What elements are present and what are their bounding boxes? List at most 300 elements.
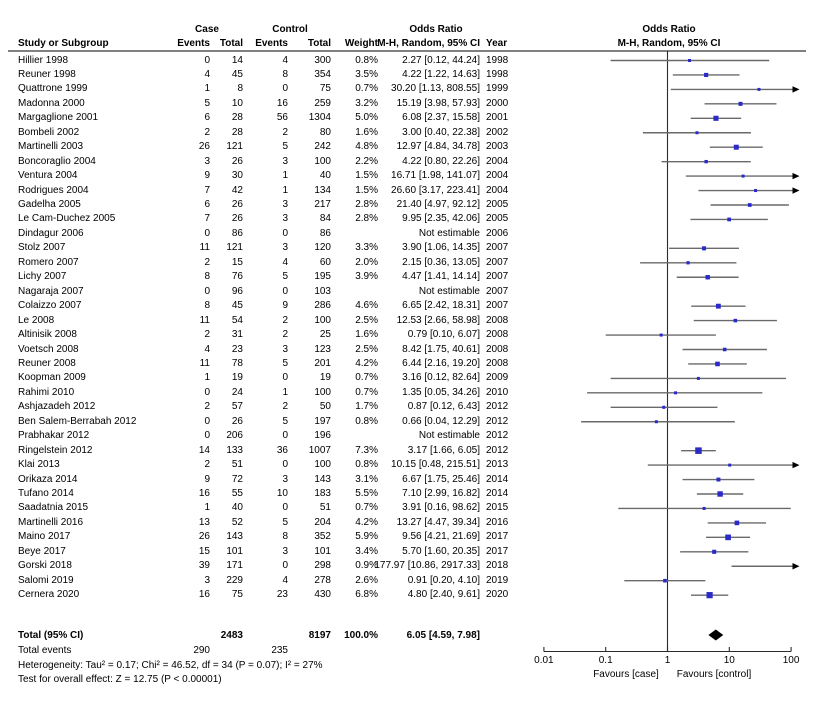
weight-cell: 2.6% (355, 574, 378, 586)
year-cell: 2007 (486, 300, 509, 312)
year-cell: 2012 (486, 430, 509, 442)
weight-cell: 2.0% (355, 256, 378, 268)
weight-cell: 3.4% (355, 545, 378, 557)
case-events-cell: 1 (204, 502, 210, 514)
case-events-cell: 1 (204, 83, 210, 95)
or-ci-plot-header: M-H, Random, 95% CI (617, 38, 721, 49)
weight-cell: 5.9% (355, 531, 378, 543)
control-events-cell: 5 (282, 516, 288, 528)
x-axis-tick-label: 0.01 (534, 655, 554, 666)
control-events-cell: 3 (282, 242, 288, 254)
name-cell: Reuner 1998 (18, 68, 76, 80)
or-ci-cell: 1.35 [0.05, 34.26] (402, 386, 480, 398)
heterogeneity-text: Heterogeneity: Tau² = 0.17; Chi² = 46.52, df = 34 (P = 0.07); I² = 27% (18, 660, 323, 671)
or-ci-cell: 10.15 [0.48, 215.51] (391, 459, 480, 471)
case-events-cell: 0 (204, 386, 210, 398)
case-total-cell: 52 (231, 516, 243, 528)
or-ci-cell: 7.10 [2.99, 16.82] (402, 488, 480, 499)
control-total-cell: 354 (314, 68, 331, 80)
name-cell: Hillier 1998 (18, 54, 69, 66)
control-events-cell: 10 (276, 488, 288, 499)
name-cell: Ben Salem-Berrabah 2012 (18, 415, 137, 427)
control-total-cell: 352 (314, 531, 331, 543)
year-cell: 2008 (486, 314, 509, 326)
control-total-cell: 103 (314, 285, 331, 297)
control-events-cell: 4 (282, 574, 288, 586)
year-cell: 2004 (486, 155, 509, 167)
control-events-cell: 0 (282, 459, 288, 471)
year-cell: 2014 (486, 488, 509, 499)
case-events-cell: 3 (204, 155, 210, 167)
control-events-cell: 9 (282, 300, 288, 312)
control-total-cell: 134 (314, 184, 331, 196)
weight-cell: 2.8% (355, 213, 378, 225)
or-marker (704, 160, 707, 163)
name-cell: Rahimi 2010 (18, 386, 75, 398)
case-events-cell: 0 (204, 227, 210, 239)
control-total-cell: 51 (319, 502, 331, 514)
case-total-cell: 143 (226, 531, 243, 543)
name-cell: Ashjazadeh 2012 (18, 401, 96, 413)
case-events-cell: 8 (204, 300, 210, 312)
or-ci-cell: 2.27 [0.12, 44.24] (402, 54, 480, 66)
case-group-header: Case (195, 24, 219, 35)
total-events-control: 235 (271, 645, 288, 656)
or-ci-cell: 12.53 [2.66, 58.98] (396, 314, 480, 326)
control-events-cell: 36 (276, 444, 288, 456)
case-total-cell: 8 (237, 83, 243, 95)
name-cell: Lichy 2007 (18, 271, 67, 283)
or-ci-cell: 30.20 [1.13, 808.55] (391, 83, 480, 95)
control-total-cell: 259 (314, 97, 331, 109)
or-marker (695, 131, 698, 134)
name-cell: Cernera 2020 (18, 589, 80, 601)
weight-cell: 1.5% (355, 170, 378, 182)
control-total-cell: 1007 (308, 444, 331, 456)
or-marker (723, 348, 727, 352)
control-total-cell: 217 (314, 199, 331, 210)
case-events-cell: 13 (198, 516, 210, 528)
year-cell: 2007 (486, 285, 509, 297)
or-ci-cell: 6.67 [1.75, 25.46] (402, 473, 480, 485)
or-marker (706, 592, 712, 598)
or-ci-cell: 3.17 [1.66, 6.05] (407, 444, 480, 456)
ci-arrow-right (793, 86, 800, 92)
case-total-cell: 26 (231, 415, 243, 427)
name-cell: Orikaza 2014 (18, 473, 78, 485)
year-cell: 2017 (486, 545, 509, 557)
control-events-cell: 0 (282, 227, 288, 239)
favours-control-label: Favours [control] (676, 669, 752, 680)
or-ci-cell: 2.15 [0.36, 13.05] (402, 256, 480, 268)
case-events-cell: 1 (204, 372, 210, 384)
or-ci-cell: Not estimable (418, 285, 480, 297)
or-ci-cell: 4.47 [1.41, 14.14] (402, 271, 480, 283)
total-or-ci: 6.05 [4.59, 7.98] (406, 630, 480, 641)
control-total-cell: 143 (314, 473, 331, 485)
or-marker (734, 145, 739, 150)
year-cell: 2019 (486, 574, 509, 586)
case-total-cell: 75 (231, 589, 243, 601)
case-total-cell: 86 (231, 227, 243, 239)
year-cell: 2014 (486, 473, 509, 485)
weight-cell: 7.3% (355, 444, 378, 456)
or-ci-cell: 8.42 [1.75, 40.61] (402, 343, 480, 355)
weight-cell: 2.8% (355, 199, 378, 210)
case-events-cell: 9 (204, 170, 210, 182)
control-events-cell: 56 (276, 112, 288, 124)
weight-cell: 2.2% (355, 155, 378, 167)
case-events-cell: 14 (198, 444, 210, 456)
year-cell: 2012 (486, 415, 509, 427)
weight-cell: 0.7% (355, 502, 378, 514)
control-total-cell: 300 (314, 54, 331, 66)
control-total-cell: 120 (314, 242, 331, 254)
weight-cell: 3.2% (355, 97, 378, 109)
name-cell: Altinisik 2008 (18, 329, 77, 341)
name-cell: Salomi 2019 (18, 574, 74, 586)
year-cell: 2016 (486, 516, 509, 528)
year-cell: 2005 (486, 199, 509, 210)
case-total-cell: 24 (231, 386, 243, 398)
control-total-cell: 123 (314, 343, 331, 355)
weight-cell: 0.7% (355, 386, 378, 398)
year-cell: 2004 (486, 184, 509, 196)
name-cell: Koopman 2009 (18, 372, 86, 384)
name-cell: Martinelli 2016 (18, 516, 84, 528)
weight-cell: 3.3% (355, 242, 378, 254)
or-ci-cell: 3.16 [0.12, 82.64] (402, 372, 480, 384)
control-events-col-header: Events (255, 38, 288, 49)
control-total-col-header: Total (307, 38, 331, 49)
or-ci-cell: 4.80 [2.40, 9.61] (407, 589, 480, 601)
case-total-cell: 76 (231, 271, 243, 283)
or-ci-cell: 6.08 [2.37, 15.58] (402, 112, 480, 124)
or-ci-cell: 6.44 [2.16, 19.20] (402, 357, 480, 369)
x-axis-tick-label: 1 (664, 655, 671, 666)
or-marker (704, 73, 708, 77)
or-ci-cell: 4.22 [0.80, 22.26] (402, 155, 480, 167)
name-cell: Maino 2017 (18, 531, 71, 543)
name-cell: Ringelstein 2012 (18, 444, 93, 456)
case-events-cell: 11 (199, 357, 210, 369)
case-total-cell: 206 (226, 430, 243, 442)
case-total-cell: 229 (226, 574, 243, 586)
control-events-cell: 1 (282, 386, 288, 398)
name-cell: Dindagur 2006 (18, 227, 84, 239)
case-events-cell: 7 (204, 213, 210, 225)
control-total-cell: 204 (314, 516, 331, 528)
year-cell: 2018 (486, 560, 509, 572)
case-total-cell: 72 (231, 473, 243, 485)
case-total-col-header: Total (219, 38, 243, 49)
or-marker (734, 319, 738, 323)
or-ci-cell: Not estimable (418, 227, 480, 239)
year-cell: 2007 (486, 256, 509, 268)
control-total-cell: 86 (319, 227, 331, 239)
year-cell: 2005 (486, 213, 509, 225)
name-cell: Le Cam-Duchez 2005 (18, 213, 116, 225)
case-events-cell: 16 (198, 488, 210, 499)
case-events-cell: 6 (204, 112, 210, 124)
case-total-cell: 57 (231, 401, 243, 413)
or-marker (688, 59, 691, 62)
case-events-cell: 3 (204, 574, 210, 586)
or-ci-cell: 177.97 [10.86, 2917.33] (374, 560, 480, 572)
year-cell: 2009 (486, 372, 509, 384)
odds-ratio-header-left: Odds Ratio (409, 24, 463, 35)
or-marker (739, 102, 743, 106)
weight-cell: 3.5% (355, 68, 378, 80)
weight-cell: 5.5% (355, 488, 378, 499)
control-total-cell: 60 (319, 256, 331, 268)
or-ci-cell: 3.00 [0.40, 22.38] (402, 126, 480, 138)
control-total-cell: 430 (314, 589, 331, 601)
or-marker (725, 535, 731, 541)
x-axis-tick-label: 10 (723, 655, 735, 666)
or-marker (697, 377, 700, 380)
weight-cell: 0.8% (355, 54, 378, 66)
control-events-cell: 4 (282, 54, 288, 66)
name-cell: Gadelha 2005 (18, 199, 81, 210)
control-total-cell: 286 (314, 300, 331, 312)
weight-cell: 4.2% (355, 516, 378, 528)
overall-effect-text: Test for overall effect: Z = 12.75 (P < 0.00001) (18, 674, 222, 685)
year-cell: 2013 (486, 459, 509, 471)
case-total-cell: 121 (226, 242, 243, 254)
year-cell: 1998 (486, 54, 509, 66)
control-total-cell: 100 (314, 459, 331, 471)
year-cell: 2007 (486, 271, 509, 283)
control-events-cell: 5 (282, 415, 288, 427)
ci-arrow-right (793, 462, 800, 468)
or-ci-cell: 16.71 [1.98, 141.07] (391, 170, 480, 182)
control-events-cell: 5 (282, 141, 288, 153)
name-cell: Voetsch 2008 (18, 343, 79, 355)
name-cell: Tufano 2014 (18, 488, 74, 499)
or-marker (716, 304, 721, 309)
control-total-cell: 101 (314, 545, 331, 557)
control-total-cell: 75 (319, 83, 331, 95)
name-cell: Madonna 2000 (18, 97, 85, 109)
name-cell: Reuner 2008 (18, 357, 76, 369)
or-ci-cell: 9.95 [2.35, 42.06] (402, 213, 480, 225)
case-total-cell: 10 (231, 97, 243, 109)
control-events-cell: 0 (282, 285, 288, 297)
case-total-cell: 42 (231, 184, 243, 196)
or-ci-cell: 0.66 [0.04, 12.29] (402, 415, 480, 427)
control-total-cell: 80 (319, 126, 331, 138)
control-events-cell: 2 (282, 314, 288, 326)
total-diamond (708, 630, 723, 641)
control-total-cell: 50 (319, 401, 331, 413)
or-ci-cell: 0.79 [0.10, 6.07] (407, 329, 480, 341)
year-cell: 2012 (486, 401, 509, 413)
total-weight: 100.0% (344, 630, 378, 641)
control-total-cell: 298 (314, 560, 331, 572)
name-cell: Quattrone 1999 (18, 83, 88, 95)
year-cell: 2010 (486, 386, 509, 398)
case-events-cell: 26 (198, 531, 210, 543)
or-ci-col-header: M-H, Random, 95% CI (377, 38, 480, 49)
case-total-cell: 23 (231, 343, 243, 355)
or-ci-cell: Not estimable (418, 430, 480, 442)
control-total-cell: 100 (314, 155, 331, 167)
total-events-label: Total events (18, 645, 72, 656)
or-marker (695, 447, 702, 454)
or-marker (754, 189, 757, 192)
or-marker (663, 579, 667, 583)
favours-case-label: Favours [case] (593, 669, 659, 680)
control-events-cell: 3 (282, 545, 288, 557)
odds-ratio-header-right: Odds Ratio (642, 24, 696, 35)
or-marker (717, 491, 722, 496)
control-total-cell: 195 (314, 271, 331, 283)
year-cell: 2004 (486, 170, 509, 182)
or-ci-cell: 15.19 [3.98, 57.93] (396, 97, 480, 109)
weight-cell: 0.8% (355, 459, 378, 471)
control-total-cell: 278 (314, 574, 331, 586)
or-marker (727, 218, 731, 222)
control-total-cell: 19 (319, 372, 331, 384)
name-cell: Prabhakar 2012 (18, 430, 90, 442)
control-events-cell: 0 (282, 502, 288, 514)
or-ci-cell: 12.97 [4.84, 34.78] (396, 141, 480, 153)
study-col-header: Study or Subgroup (18, 38, 109, 49)
or-marker (712, 550, 716, 554)
control-events-cell: 2 (282, 329, 288, 341)
or-marker (716, 478, 720, 482)
case-events-cell: 0 (204, 430, 210, 442)
control-total-cell: 25 (319, 329, 331, 341)
control-events-cell: 4 (282, 256, 288, 268)
or-ci-cell: 21.40 [4.97, 92.12] (396, 199, 480, 210)
year-cell: 2020 (486, 589, 509, 601)
year-cell: 2002 (486, 126, 509, 138)
year-cell: 2008 (486, 357, 509, 369)
name-cell: Ventura 2004 (18, 170, 78, 182)
or-ci-cell: 3.90 [1.06, 14.35] (402, 242, 480, 254)
case-total-cell: 14 (231, 54, 243, 66)
weight-cell: 3.1% (355, 473, 378, 485)
case-total-cell: 26 (231, 213, 243, 225)
or-marker (748, 203, 752, 207)
name-cell: Boncoraglio 2004 (18, 155, 96, 167)
control-events-cell: 5 (282, 271, 288, 283)
or-marker (655, 420, 658, 423)
or-ci-cell: 6.65 [2.42, 18.31] (402, 300, 480, 312)
or-marker (705, 275, 709, 279)
control-total-cell: 196 (314, 430, 331, 442)
control-events-cell: 2 (282, 401, 288, 413)
case-total-cell: 96 (231, 285, 243, 297)
name-cell: Romero 2007 (18, 256, 79, 268)
name-cell: Saadatnia 2015 (18, 502, 89, 514)
year-cell: 1999 (486, 83, 509, 95)
case-events-cell: 8 (204, 271, 210, 283)
case-total-cell: 78 (231, 357, 243, 369)
control-events-cell: 3 (282, 155, 288, 167)
control-events-cell: 2 (282, 126, 288, 138)
or-marker (703, 507, 706, 510)
control-events-cell: 5 (282, 357, 288, 369)
case-total-cell: 133 (226, 444, 243, 456)
weight-cell: 1.7% (355, 401, 378, 413)
case-total-cell: 30 (231, 170, 243, 182)
case-total-cell: 51 (231, 459, 243, 471)
or-ci-cell: 5.70 [1.60, 20.35] (402, 545, 480, 557)
case-total-cell: 54 (231, 314, 243, 326)
case-events-cell: 16 (198, 589, 210, 601)
or-marker (662, 406, 665, 409)
ci-arrow-right (793, 563, 800, 569)
year-cell: 2007 (486, 242, 509, 254)
ci-arrow-right (793, 187, 800, 193)
or-ci-cell: 0.91 [0.20, 4.10] (407, 574, 480, 586)
case-events-cell: 2 (204, 126, 210, 138)
weight-cell: 1.6% (355, 126, 378, 138)
name-cell: Bombeli 2002 (18, 126, 80, 138)
case-events-cell: 4 (204, 343, 210, 355)
case-total-cell: 31 (231, 329, 243, 341)
control-total-cell: 183 (314, 488, 331, 499)
control-events-cell: 3 (282, 199, 288, 210)
case-events-cell: 0 (204, 415, 210, 427)
year-cell: 1998 (486, 68, 509, 80)
control-events-cell: 16 (276, 97, 288, 109)
case-total-cell: 171 (226, 560, 243, 572)
or-marker (686, 261, 689, 264)
or-marker (702, 246, 706, 250)
total-row-label: Total (95% CI) (18, 630, 84, 641)
or-marker (742, 175, 745, 178)
weight-cell: 1.5% (355, 184, 378, 196)
name-cell: Rodrigues 2004 (18, 184, 89, 196)
name-cell: Colaizzo 2007 (18, 300, 82, 312)
total-control-total: 8197 (308, 630, 331, 641)
control-events-cell: 3 (282, 213, 288, 225)
case-events-cell: 11 (199, 314, 210, 326)
or-ci-cell: 0.87 [0.12, 6.43] (407, 401, 480, 413)
x-axis-tick-label: 100 (782, 655, 800, 666)
case-events-cell: 9 (204, 473, 210, 485)
year-cell: 2006 (486, 227, 509, 239)
case-events-cell: 15 (198, 545, 210, 557)
control-events-cell: 23 (276, 589, 288, 601)
control-events-cell: 1 (282, 170, 288, 182)
case-events-cell: 2 (204, 401, 210, 413)
name-cell: Beye 2017 (18, 545, 66, 557)
case-total-cell: 45 (231, 300, 243, 312)
name-cell: Klai 2013 (18, 459, 60, 471)
year-cell: 2008 (486, 343, 509, 355)
control-events-cell: 0 (282, 560, 288, 572)
or-ci-cell: 3.91 [0.16, 98.62] (402, 502, 480, 514)
case-events-cell: 2 (204, 256, 210, 268)
weight-cell: 4.6% (355, 300, 378, 312)
case-total-cell: 19 (231, 372, 243, 384)
control-total-cell: 100 (314, 386, 331, 398)
weight-cell: 0.7% (355, 83, 378, 95)
control-events-cell: 0 (282, 430, 288, 442)
case-total-cell: 40 (231, 502, 243, 514)
weight-cell: 4.2% (355, 357, 378, 369)
weight-cell: 0.9% (355, 560, 378, 572)
name-cell: Gorski 2018 (18, 560, 72, 572)
case-total-cell: 28 (231, 126, 243, 138)
case-total-cell: 26 (231, 155, 243, 167)
year-cell: 2012 (486, 444, 509, 456)
